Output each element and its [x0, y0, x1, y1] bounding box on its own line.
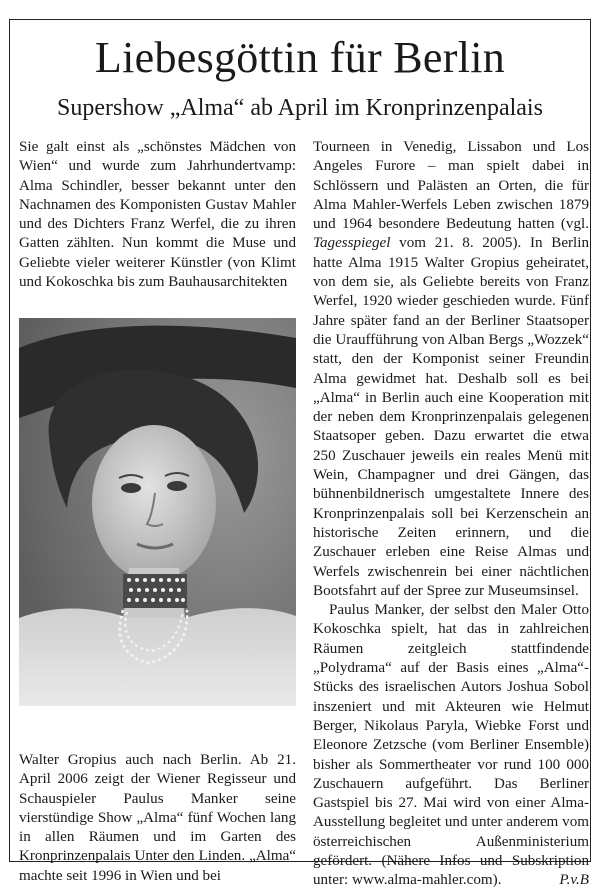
article-headline: Liebesgöttin für Berlin	[94, 33, 506, 82]
publication-name: Tagesspiegel	[313, 235, 391, 252]
left-column-bottom-text: Walter Gropius auch nach Berlin. Ab 21. April 2006 zeigt der Wiener Regisseur und Schauspieler Paulus Manker seine vierstündige Show „Alma“ fünf Wochen lang in allen Räumen und im Garten des Kronprinzenpalais Unter den Linden. „Alma“ machte seit 1996 in Wien und bei	[19, 752, 296, 884]
portrait-photo	[19, 318, 296, 706]
right-column-paragraph-2	[313, 601, 589, 890]
right-column-paragraph-1	[313, 138, 589, 601]
right-column-p2-text: Paulus Manker, der selbst den Maler Otto Kokoschka spielt, hat das in zahlreichen Räumen zeitgleich stattfindende „Polydrama“ auf der Basis eines „Alma“-Stücks des israelischen Autors Joshua Sobol inszeniert und mit Akteuren wie Helmut Berger, Nikolaus Paryla, Wiebke Forst und Eleonore Zetzsche (vom Berliner Ensemble) bisher als Sommertheater vor rund 100 000 Zuschauern aufgeführt. Das Berliner Gastspiel bis 27. Mai wird von einer Alma-Ausstellung begleitet und unter anderem vom österreichischen Außenministerium gefördert. (Nähere Infos und Subskription unter: www.alma-mahler.com).	[313, 602, 589, 889]
right-column-p1-rest: vom 21. 8. 2005). In Berlin hatte Alma 1915 Walter Gropius geheiratet, von dem sie, als Geliebte bereits von Franz Werfel, 1920 wieder geschieden wurde. Fünf Jahre später fand an der Berliner Staatsoper die Uraufführung von Alban Bergs „Wozzek“ statt, den der Komponist seiner Freundin Alma gewidmet hat. Deshalb soll es bei „Alma“ in Berlin auch eine Kooperation mit der neben dem Kronprinzenpalais gelegenen Staatsoper geben. Dazu erwartet die etwa 250 Zuschauer jeweils ein reales Menü mit Wein, Champagner und drei Gängen, das bühnenbildnerisch umgestaltete Innere des Kronprinzenpalais soll bei Kerzenschein an historische Zeiten erinnern, und die Zuschauer erleben eine Reise Almas und Werfels zwischenrein bei einer nächtlichen Bootsfahrt auf der Spree zur Museumsinsel.	[313, 235, 589, 599]
left-column-bottom	[19, 751, 296, 886]
article-subheadline: Supershow „Alma“ ab April im Kronprinzenpalais	[57, 95, 543, 121]
left-column-top	[19, 138, 296, 292]
author-signature: P.v.B	[559, 872, 589, 889]
right-column-p1-lead: Tourneen in Venedig, Lissabon und Los Angeles Furore – man spielt dabei in Schlössern und Palästen an Orten, die für Alma Mahler-Werfels Leben zwischen 1879 und 1964 besondere Bedeutung hatten (vgl.	[313, 139, 589, 233]
left-column-top-text: Sie galt einst als „schönstes Mädchen von Wien“ und wurde zum Jahrhundertvamp: Alma Schindler, besser bekannt unter den Nachnamen des Komponisten Gustav Mahler und des Dichters Franz Werfel, die zu ihren Gatten zählten. Nun kommt die Muse und Geliebte vieler weiterer Künstler (von Klimt und Kokoschka bis zum Bauhausarchitekten	[19, 139, 296, 291]
right-column	[313, 138, 589, 891]
portrait-illustration	[19, 318, 296, 706]
